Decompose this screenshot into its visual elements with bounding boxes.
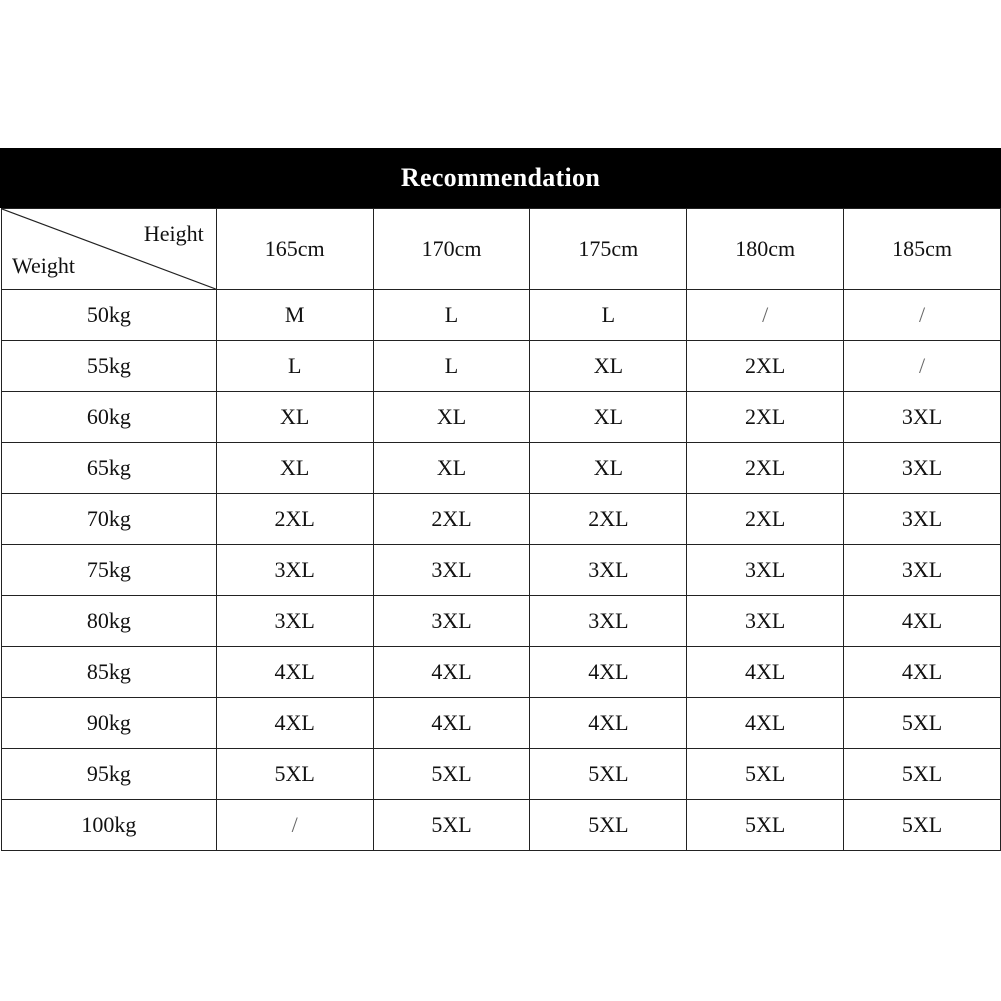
size-cell: 5XL	[530, 800, 687, 851]
size-cell: XL	[373, 392, 530, 443]
title-banner	[0, 148, 1001, 208]
size-cell: 5XL	[687, 749, 844, 800]
table-title: Recommendation	[400, 163, 601, 192]
weight-cell: 65kg	[2, 443, 217, 494]
size-cell: 3XL	[530, 596, 687, 647]
size-cell: XL	[530, 341, 687, 392]
size-cell: XL	[530, 392, 687, 443]
weight-cell: 60kg	[2, 392, 217, 443]
size-cell: 2XL	[687, 494, 844, 545]
height-header-cell: 175cm	[530, 209, 687, 290]
size-cell: 2XL	[687, 341, 844, 392]
size-cell: 2XL	[530, 494, 687, 545]
size-cell: 4XL	[687, 647, 844, 698]
size-cell: 4XL	[216, 698, 373, 749]
size-cell: 5XL	[373, 749, 530, 800]
table-row	[2, 494, 1001, 545]
size-cell: L	[216, 341, 373, 392]
weight-cell: 55kg	[2, 341, 217, 392]
size-cell: 5XL	[373, 800, 530, 851]
size-cell: /	[216, 800, 373, 851]
size-cell: 5XL	[530, 749, 687, 800]
size-cell: XL	[216, 443, 373, 494]
size-cell: /	[844, 290, 1001, 341]
weight-cell: 85kg	[2, 647, 217, 698]
size-cell: 5XL	[844, 698, 1001, 749]
size-cell: 4XL	[373, 698, 530, 749]
size-cell: 3XL	[844, 494, 1001, 545]
size-cell: 5XL	[216, 749, 373, 800]
size-cell: 4XL	[844, 596, 1001, 647]
size-cell: 3XL	[216, 545, 373, 596]
weight-cell: 90kg	[2, 698, 217, 749]
height-header-cell: 180cm	[687, 209, 844, 290]
size-cell: 2XL	[687, 392, 844, 443]
corner-cell	[2, 209, 217, 290]
size-cell: 3XL	[844, 392, 1001, 443]
size-cell: 3XL	[373, 596, 530, 647]
table-row	[2, 749, 1001, 800]
size-cell: 3XL	[687, 596, 844, 647]
weight-cell: 75kg	[2, 545, 217, 596]
height-header-cell: 165cm	[216, 209, 373, 290]
table-row	[2, 596, 1001, 647]
weight-cell: 80kg	[2, 596, 217, 647]
weight-cell: 50kg	[2, 290, 217, 341]
size-cell: /	[844, 341, 1001, 392]
height-header-cell: 170cm	[373, 209, 530, 290]
table-row	[2, 698, 1001, 749]
size-cell: 4XL	[530, 647, 687, 698]
size-cell: 2XL	[687, 443, 844, 494]
size-cell: L	[530, 290, 687, 341]
size-cell: 4XL	[373, 647, 530, 698]
table-row	[2, 545, 1001, 596]
table-row	[2, 392, 1001, 443]
size-cell: 5XL	[687, 800, 844, 851]
table-row	[2, 800, 1001, 851]
weight-cell: 70kg	[2, 494, 217, 545]
size-cell: 3XL	[216, 596, 373, 647]
table-row	[2, 341, 1001, 392]
size-cell: 5XL	[844, 800, 1001, 851]
table-row	[2, 647, 1001, 698]
size-cell: 3XL	[530, 545, 687, 596]
size-cell: L	[373, 341, 530, 392]
weight-cell: 100kg	[2, 800, 217, 851]
size-cell: 3XL	[844, 443, 1001, 494]
size-cell: 3XL	[844, 545, 1001, 596]
table-row	[2, 290, 1001, 341]
size-chart-table	[1, 208, 1001, 851]
table-row	[2, 443, 1001, 494]
height-header-cell: 185cm	[844, 209, 1001, 290]
size-cell: 4XL	[530, 698, 687, 749]
size-cell: XL	[530, 443, 687, 494]
size-cell: L	[373, 290, 530, 341]
header-row	[2, 209, 1001, 290]
size-cell: 4XL	[687, 698, 844, 749]
size-cell: XL	[216, 392, 373, 443]
size-cell: M	[216, 290, 373, 341]
size-cell: 5XL	[844, 749, 1001, 800]
size-cell: 3XL	[373, 545, 530, 596]
weight-cell: 95kg	[2, 749, 217, 800]
size-cell: 3XL	[687, 545, 844, 596]
size-cell: 2XL	[373, 494, 530, 545]
size-cell: /	[687, 290, 844, 341]
size-cell: 2XL	[216, 494, 373, 545]
size-cell: XL	[373, 443, 530, 494]
size-cell: 4XL	[844, 647, 1001, 698]
weight-axis-label: Weight	[12, 253, 75, 278]
size-cell: 4XL	[216, 647, 373, 698]
height-axis-label: Height	[143, 221, 204, 246]
